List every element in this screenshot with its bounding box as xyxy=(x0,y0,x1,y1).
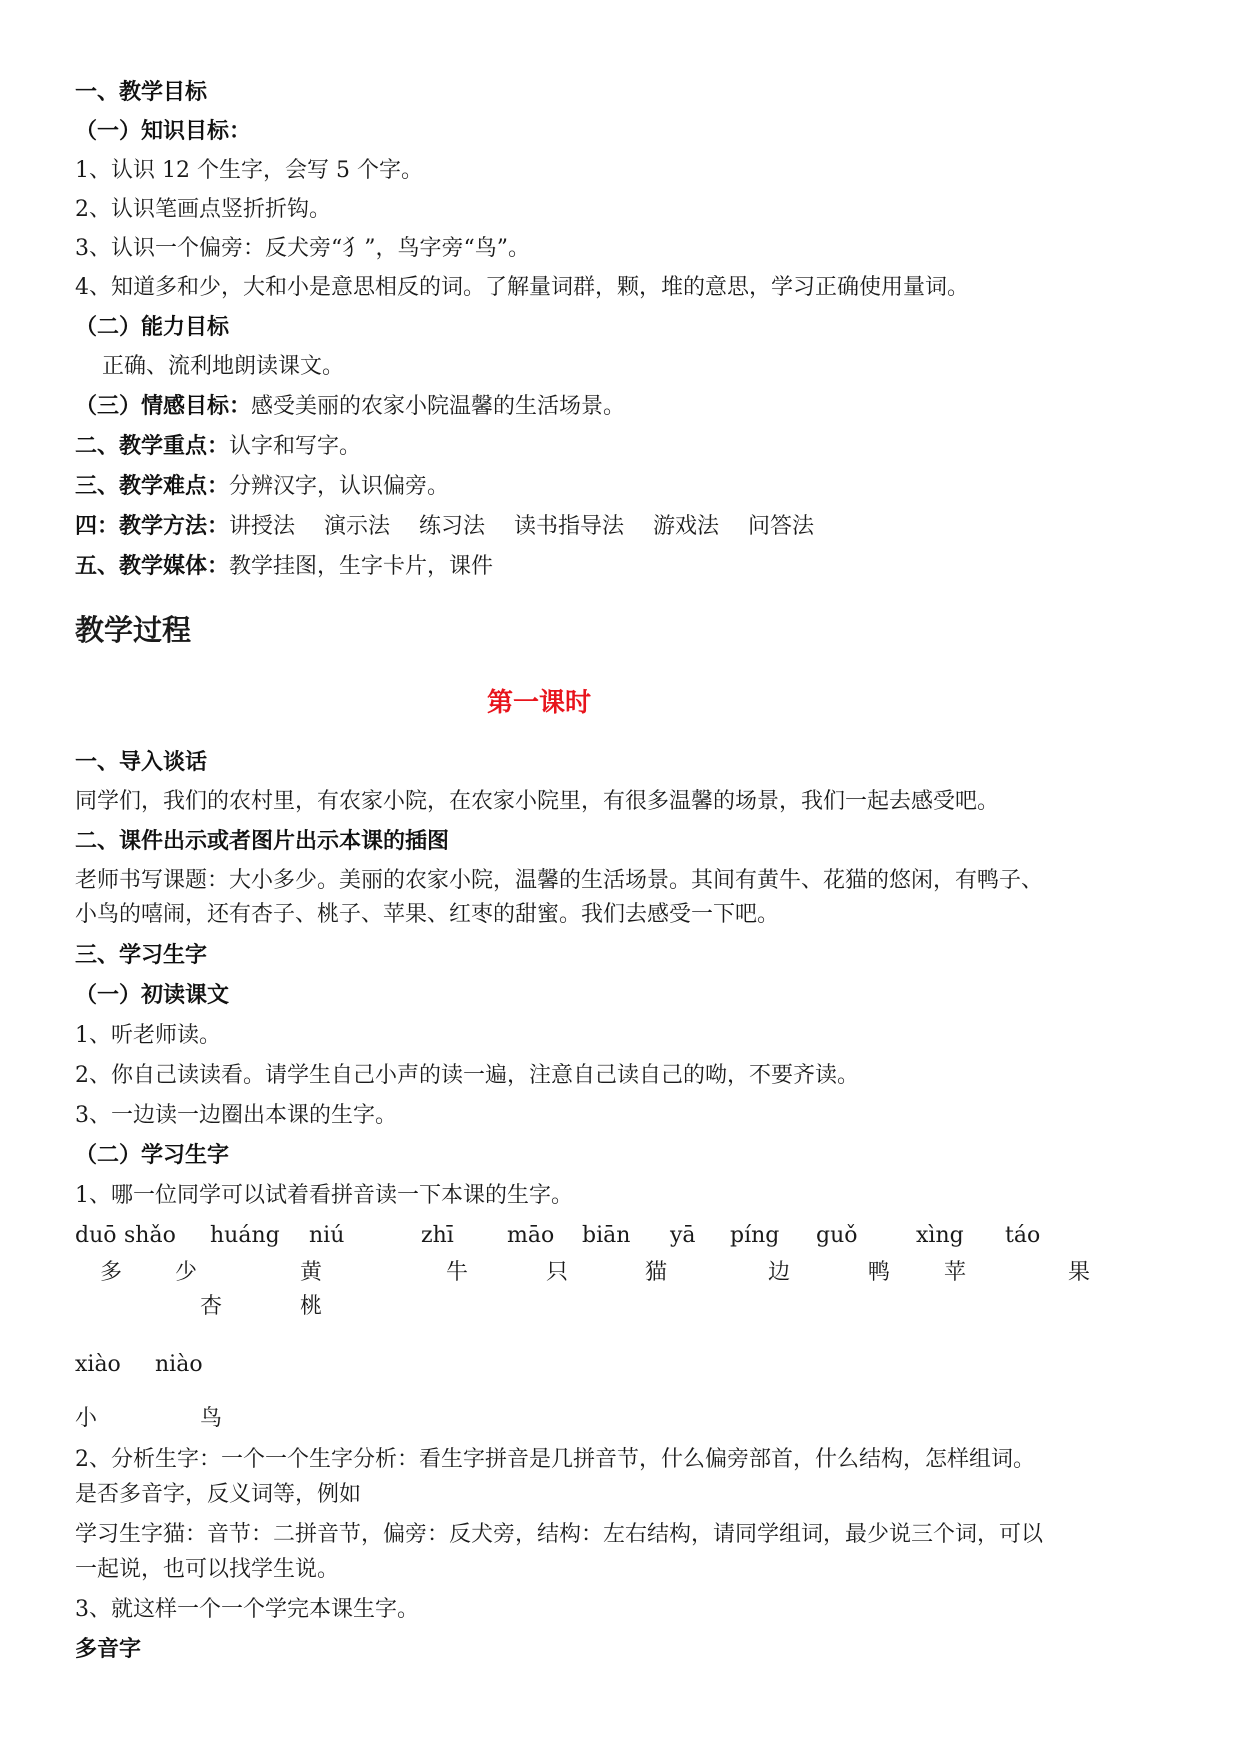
emotion-label: （三）情感目标： xyxy=(75,394,252,419)
learn-heading: 三、学习生字 xyxy=(75,943,208,968)
pinyin-duo: duō xyxy=(75,1223,117,1248)
lesson-title: 第一课时 xyxy=(486,688,591,718)
study-item-3: 3、就这样一个一个学完本课生字。 xyxy=(75,1597,419,1622)
char-bian: 边 xyxy=(768,1260,791,1285)
emotion-text: 感受美丽的农家小院温馨的生活场景。 xyxy=(251,394,626,419)
char-niu: 牛 xyxy=(446,1260,469,1285)
knowledge-item-3: 3、认识一个偏旁：反犬旁“犭”，鸟字旁“鸟”。 xyxy=(75,236,530,261)
char-tao: 桃 xyxy=(300,1294,323,1319)
pinyin-niu: niú xyxy=(309,1223,345,1248)
pinyin-huang: huáng xyxy=(210,1223,280,1248)
show-heading: 二、课件出示或者图片出示本课的插图 xyxy=(75,829,450,854)
read-item-3: 3、一边读一边圈出本课的生字。 xyxy=(75,1103,397,1128)
intro-heading: 一、导入谈话 xyxy=(75,750,208,775)
key-point-line xyxy=(75,432,361,462)
intro-text: 同学们，我们的农村里，有农家小院，在农家小院里，有很多温馨的场景，我们一起去感受吧。 xyxy=(75,789,1000,814)
pinyin-mao: māo xyxy=(507,1223,555,1248)
char-mao: 猫 xyxy=(645,1260,668,1285)
methods-text: 讲授法 演示法 练习法 读书指导法 游戏法 问答法 xyxy=(229,514,814,539)
show-line-2: 小鸟的嘻闹，还有杏子、桃子、苹果、红枣的甜蜜。我们去感受一下吧。 xyxy=(75,902,780,927)
char-xiao: 小 xyxy=(75,1406,98,1431)
key-point-text: 认字和写字。 xyxy=(229,434,362,459)
difficulty-label: 三、教学难点： xyxy=(75,474,230,499)
pinyin-guo: guǒ xyxy=(816,1223,858,1248)
char-xing: 杏 xyxy=(200,1294,223,1319)
knowledge-item-1: 1、认识 12 个生字，会写 5 个字。 xyxy=(75,158,423,183)
knowledge-heading: （一）知识目标： xyxy=(75,119,252,144)
pinyin-tao: táo xyxy=(1005,1223,1041,1248)
read-item-2: 2、你自己读读看。请学生自己小声的读一遍，注意自己读自己的呦，不要齐读。 xyxy=(75,1063,859,1088)
pinyin-ya: yā xyxy=(670,1223,696,1248)
polyphone-heading: 多音字 xyxy=(75,1637,142,1662)
key-point-label: 二、教学重点： xyxy=(75,434,230,459)
difficulty-text: 分辨汉字，认识偏旁。 xyxy=(229,474,450,499)
char-zhi: 只 xyxy=(546,1260,569,1285)
char-ya: 鸭 xyxy=(868,1260,891,1285)
char-niao: 鸟 xyxy=(200,1406,223,1431)
difficulty-line xyxy=(75,472,449,502)
pinyin-shao: shǎo xyxy=(124,1223,176,1248)
methods-label: 四：教学方法： xyxy=(75,514,230,539)
ability-heading: （二）能力目标 xyxy=(75,315,230,340)
char-duo: 多 xyxy=(100,1260,123,1285)
example-line-1: 学习生字猫：音节：二拼音节，偏旁：反犬旁，结构：左右结构，请同学组词，最少说三个词，可以 xyxy=(75,1522,1044,1547)
media-label: 五、教学媒体： xyxy=(75,554,230,579)
pinyin-zhi: zhī xyxy=(421,1223,454,1248)
char-shao: 少 xyxy=(175,1260,198,1285)
char-huang: 黄 xyxy=(300,1260,323,1285)
study-item-1: 1、哪一位同学可以试着看拼音读一下本课的生字。 xyxy=(75,1183,573,1208)
pinyin-bian: biān xyxy=(582,1223,631,1248)
objectives-heading: 一、教学目标 xyxy=(75,80,208,105)
media-line xyxy=(75,552,493,582)
read-heading: （一）初读课文 xyxy=(75,983,230,1008)
analysis-line-1: 2、分析生字：一个一个生字分析：看生字拼音是几拼音节，什么偏旁部首，什么结构，怎样组词。 xyxy=(75,1447,1036,1472)
pinyin-xing: xìng xyxy=(916,1223,964,1248)
analysis-line-2: 是否多音字，反义词等，例如 xyxy=(75,1482,362,1507)
ability-text: 正确、流利地朗读课文。 xyxy=(102,354,345,379)
pinyin-niao: niào xyxy=(155,1352,203,1377)
knowledge-item-4: 4、知道多和少，大和小是意思相反的词。了解量词群，颗，堆的意思，学习正确使用量词。 xyxy=(75,275,970,300)
study-heading: （二）学习生字 xyxy=(75,1143,230,1168)
pinyin-ping: píng xyxy=(730,1223,780,1248)
emotion-line xyxy=(75,392,625,422)
char-ping: 苹 xyxy=(944,1260,967,1285)
example-line-2: 一起说，也可以找学生说。 xyxy=(75,1557,340,1582)
knowledge-item-2: 2、认识笔画点竖折折钩。 xyxy=(75,197,331,222)
media-text: 教学挂图，生字卡片，课件 xyxy=(229,554,494,579)
process-title: 教学过程 xyxy=(75,613,192,647)
methods-line xyxy=(75,512,814,542)
char-guo: 果 xyxy=(1068,1260,1091,1285)
show-line-1: 老师书写课题：大小多少。美丽的农家小院，温馨的生活场景。其间有黄牛、花猫的悠闲，有鸭子、 xyxy=(75,868,1044,893)
read-item-1: 1、听老师读。 xyxy=(75,1023,221,1048)
pinyin-xiao: xiào xyxy=(75,1352,121,1377)
